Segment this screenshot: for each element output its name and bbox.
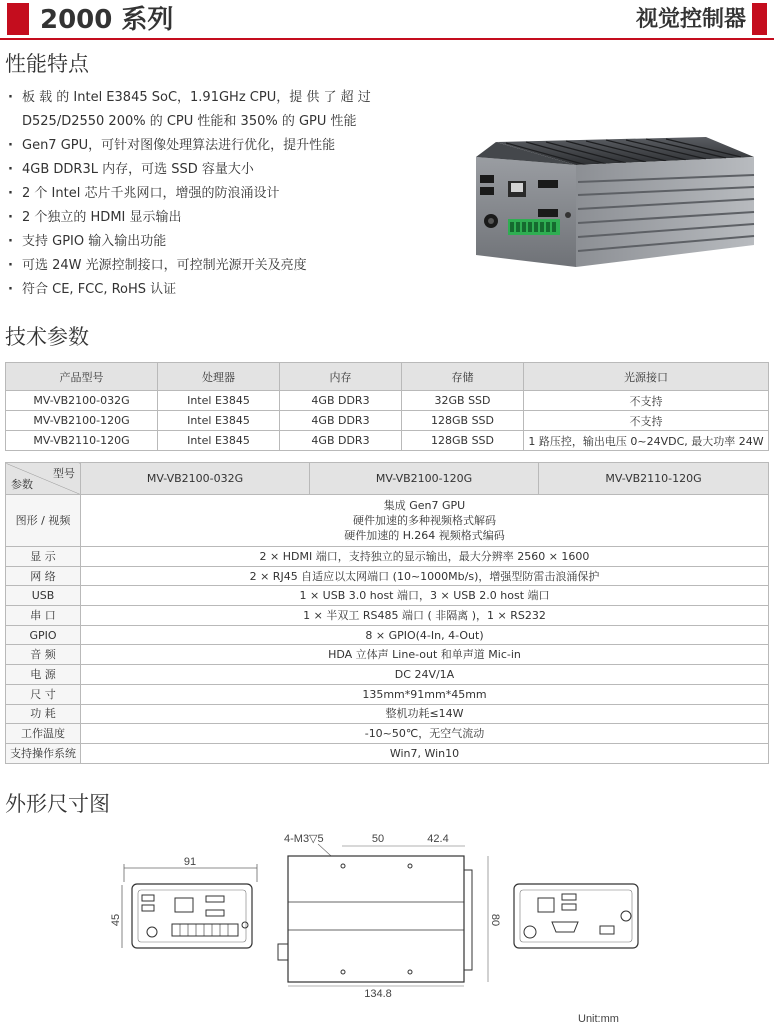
series-title: 2000 系列: [40, 5, 174, 35]
feature-item: · 2 个 Intel 芯片千兆网口，增强的防浪涌设计: [6, 182, 446, 206]
table-cell: 135mm*91mm*45mm: [81, 684, 769, 704]
spec-table: [5, 462, 769, 764]
top-length-label: 134.8: [364, 988, 392, 1000]
front-view: [110, 856, 257, 948]
table-row: [6, 411, 769, 431]
corner-header: [6, 463, 81, 495]
column-header: 光源接口: [524, 363, 769, 391]
table-cell: 128GB SSD: [402, 411, 524, 431]
header-divider: [0, 38, 774, 40]
table-cell: 不支持: [524, 391, 769, 411]
corner-param-label: 参数: [11, 478, 33, 491]
table-row: [6, 391, 769, 411]
table-row: [6, 431, 769, 451]
features-list: [6, 86, 446, 302]
column-header: 产品型号: [6, 363, 158, 391]
feature-item: · 板 载 的 Intel E3845 SoC，1.91GHz CPU，提 供 了 超 过: [6, 86, 446, 110]
row-label: 串 口: [6, 606, 81, 626]
top-view: [278, 833, 501, 1000]
table-cell: DC 24V/1A: [81, 665, 769, 685]
table-cell: [81, 495, 769, 547]
table-cell: 1 路压控，输出电压 0~24VDC, 最大功率 24W: [524, 431, 769, 451]
front-width-label: 91: [183, 856, 197, 868]
row-label: GPIO: [6, 625, 81, 645]
dims-title: 外形尺寸图: [5, 792, 110, 816]
hole-label: 4-M3▽5: [284, 833, 324, 845]
feature-item: · 支持 GPIO 输入输出功能: [6, 230, 446, 254]
feature-item: · 符合 CE, FCC, RoHS 认证: [6, 278, 446, 302]
table-cell: 8 × GPIO(4-In, 4-Out): [81, 625, 769, 645]
row-label: 功 耗: [6, 704, 81, 724]
table-cell: Intel E3845: [158, 411, 280, 431]
corner-model-label: 型号: [53, 467, 75, 480]
table-cell: Intel E3845: [158, 391, 280, 411]
table-cell: 2 × RJ45 自适应以太网端口 (10~1000Mb/s)，增强型防雷击浪涌保护: [81, 566, 769, 586]
unit-label: Unit:mm: [578, 1013, 619, 1025]
front-height-label: 45: [110, 913, 122, 927]
feature-item: · Gen7 GPU，可针对图像处理算法进行优化，提升性能: [6, 134, 446, 158]
table-cell: HDA 立体声 Line-out 和单声道 Mic-in: [81, 645, 769, 665]
row-label: 网 络: [6, 566, 81, 586]
table-cell: Win7, Win10: [81, 743, 769, 763]
table-row: [6, 606, 769, 626]
table-row: [6, 586, 769, 606]
table-cell: MV-VB2100-120G: [6, 411, 158, 431]
hole-spacing-a-label: 50: [371, 833, 385, 845]
feature-item: D525/D2550 200% 的 CPU 性能和 350% 的 GPU 性能: [22, 114, 357, 129]
page-header: [0, 0, 774, 40]
accent-block-left: [7, 3, 29, 35]
table-row: [6, 665, 769, 685]
table-row: [6, 645, 769, 665]
column-header: MV-VB2100-120G: [310, 463, 539, 495]
feature-item: · 可选 24W 光源控制接口，可控制光源开关及亮度: [6, 254, 446, 278]
row-label: 工作温度: [6, 724, 81, 744]
table-row: [6, 684, 769, 704]
table-cell: 4GB DDR3: [280, 391, 402, 411]
row-label: 电 源: [6, 665, 81, 685]
feature-item: · 4GB DDR3L 内存，可选 SSD 容量大小: [6, 158, 446, 182]
table-row: [6, 724, 769, 744]
cell-line: 硬件加速的 H.264 视频格式编码: [344, 529, 505, 542]
table-cell: 128GB SSD: [402, 431, 524, 451]
column-header: MV-VB2100-032G: [81, 463, 310, 495]
product-image: [466, 137, 758, 275]
table-cell: 整机功耗≤14W: [81, 704, 769, 724]
row-label: 支持操作系统: [6, 743, 81, 763]
table-header-row: [6, 363, 769, 391]
row-label: 图形 / 视频: [6, 495, 81, 547]
column-header: 存储: [402, 363, 524, 391]
cell-line: 硬件加速的多种视频格式解码: [353, 514, 496, 527]
category-title: 视觉控制器: [635, 7, 746, 32]
table-cell: 4GB DDR3: [280, 431, 402, 451]
hole-spacing-b-label: 42.4: [427, 833, 449, 845]
table-cell: 4GB DDR3: [280, 411, 402, 431]
row-label: 显 示: [6, 547, 81, 567]
table-row: [6, 743, 769, 763]
table-row: [6, 495, 769, 547]
cell-line: 集成 Gen7 GPU: [383, 499, 466, 512]
table-cell: Intel E3845: [158, 431, 280, 451]
row-label: USB: [6, 586, 81, 606]
row-label: 音 频: [6, 645, 81, 665]
tech-title: 技术参数: [5, 325, 89, 349]
dimension-drawing: [0, 820, 774, 1028]
summary-table: [5, 362, 769, 451]
feature-item: · 2 个独立的 HDMI 显示输出: [6, 206, 446, 230]
row-label: 尺 寸: [6, 684, 81, 704]
column-header: MV-VB2110-120G: [539, 463, 769, 495]
table-row: [6, 704, 769, 724]
top-depth-label: 80: [489, 913, 501, 927]
table-row: [6, 566, 769, 586]
rear-view: [514, 884, 638, 948]
table-row: [6, 547, 769, 567]
features-title: 性能特点: [5, 52, 89, 76]
table-cell: 32GB SSD: [402, 391, 524, 411]
table-cell: MV-VB2110-120G: [6, 431, 158, 451]
accent-block-right: [752, 3, 767, 35]
table-row: [6, 625, 769, 645]
table-cell: 1 × 半双工 RS485 端口 ( 非隔离 )，1 × RS232: [81, 606, 769, 626]
table-cell: 不支持: [524, 411, 769, 431]
table-cell: 1 × USB 3.0 host 端口，3 × USB 2.0 host 端口: [81, 586, 769, 606]
column-header: 处理器: [158, 363, 280, 391]
table-header-row: [6, 463, 769, 495]
table-cell: MV-VB2100-032G: [6, 391, 158, 411]
table-cell: -10~50℃，无空气流动: [81, 724, 769, 744]
column-header: 内存: [280, 363, 402, 391]
table-cell: 2 × HDMI 端口，支持独立的显示输出，最大分辨率 2560 × 1600: [81, 547, 769, 567]
